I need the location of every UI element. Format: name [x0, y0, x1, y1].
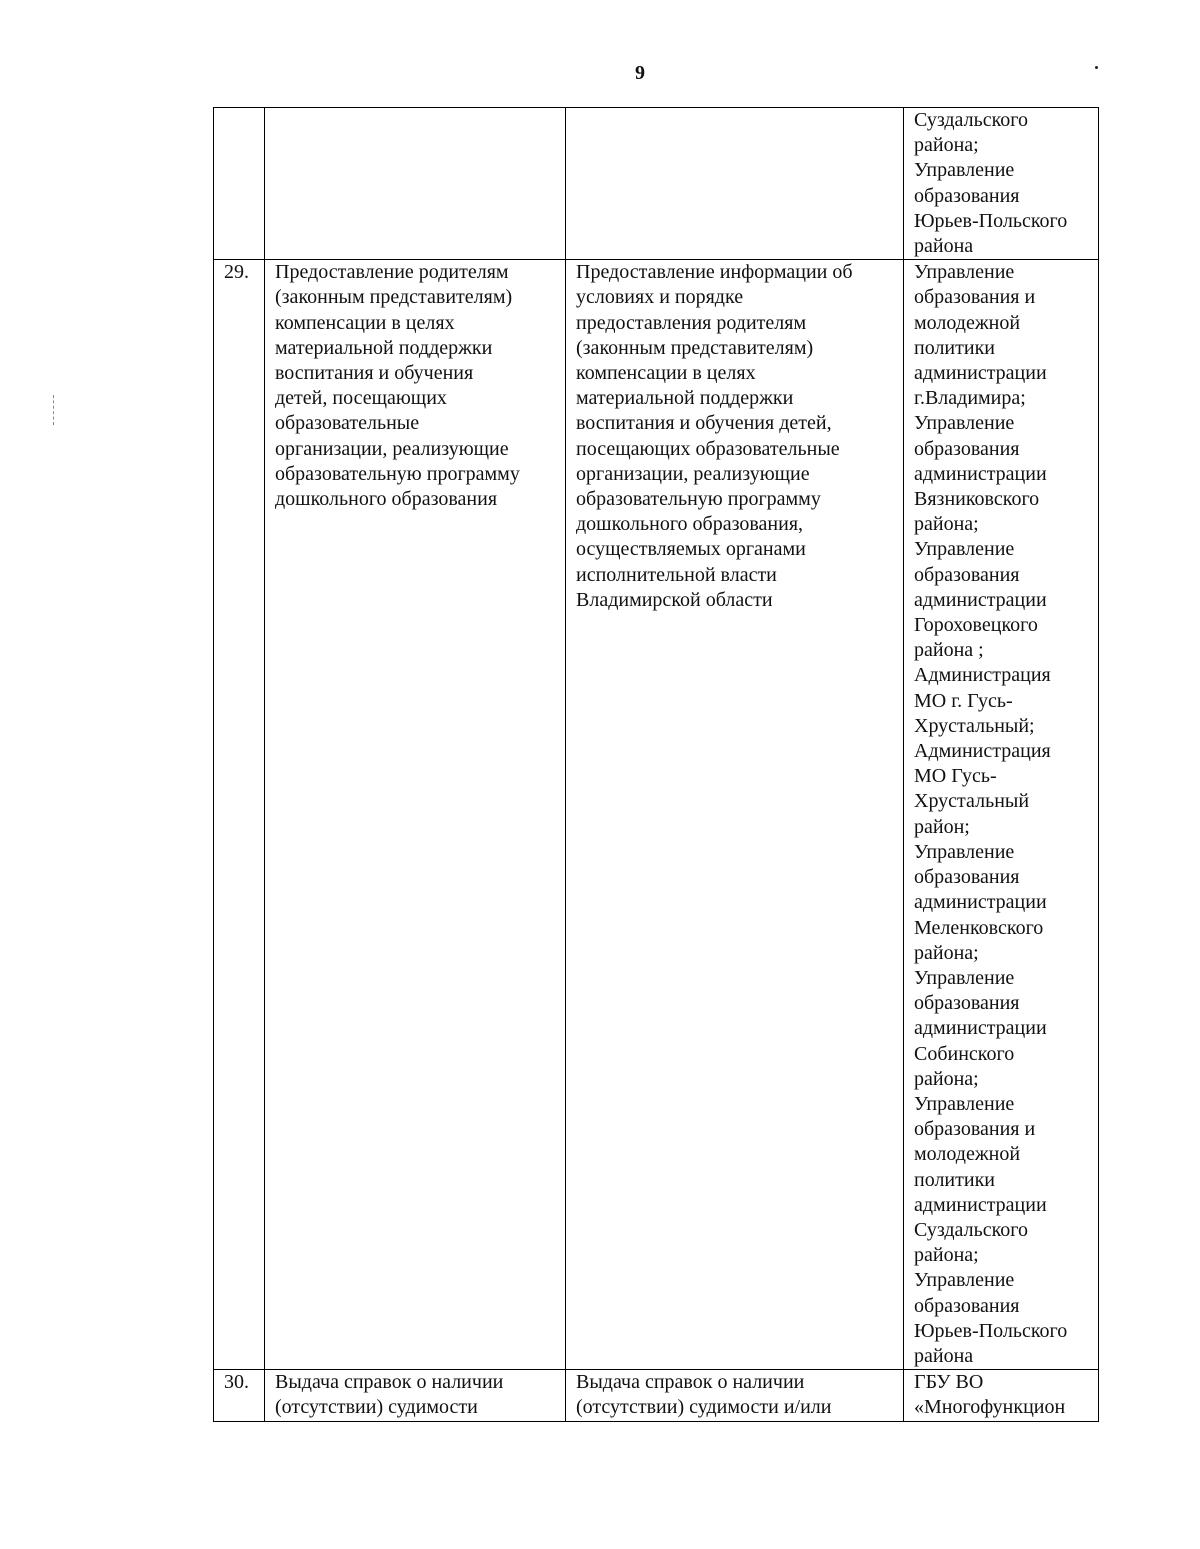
cell-text-line: Собинского — [914, 1042, 1015, 1065]
cell-text-line: молодежной — [914, 311, 1021, 334]
cell-text-line: Управление — [914, 159, 1015, 182]
cell-text-line: района ; — [914, 639, 984, 662]
cell-text-line: предоставления родителям — [576, 311, 807, 334]
cell-text-line: район; — [914, 815, 970, 838]
cell-text-line: воспитания и обучения детей, — [576, 412, 832, 435]
cell-text-line: (отсутствии) судимости — [275, 1396, 478, 1419]
cell-text-line: (отсутствии) судимости и/или — [576, 1396, 832, 1419]
cell-text-line: образования — [914, 563, 1020, 586]
cell-text-line: Управление — [914, 1269, 1015, 1292]
cell-text-line: района; — [914, 513, 979, 536]
cell-text-line: администрации — [914, 1193, 1047, 1216]
cell-text-line: образования — [914, 184, 1020, 207]
cell-text-line: Управление — [914, 966, 1015, 989]
cell-text-line: компенсации в целях — [576, 362, 756, 385]
cell-text-line: Суздальского — [914, 109, 1028, 131]
row-number-cell: 29. — [214, 260, 265, 1370]
table-body — [214, 108, 1099, 1422]
cell-text-line: образовательную программу — [275, 462, 520, 485]
cell-text-line: образования — [914, 866, 1020, 889]
cell-text-line: МО Гусь- — [914, 765, 997, 788]
cell-text-line: района; — [914, 1244, 979, 1267]
cell-text-line: организации, реализующие — [576, 462, 810, 485]
cell-text-line: организации, реализующие — [275, 437, 509, 460]
cell-text-line: ГБУ ВО — [914, 1371, 984, 1394]
cell-text-line: Хрустальный; — [914, 714, 1035, 737]
cell-text-line: (законным представителям) — [275, 286, 513, 309]
cell-text-line: Предоставление родителям — [275, 261, 509, 284]
cell-text-line: (законным представителям) — [576, 336, 814, 359]
cell-text-line: политики — [914, 1168, 995, 1191]
table-row — [214, 260, 1099, 1370]
cell-text-line: Суздальского — [914, 1218, 1028, 1241]
row-number-cell: 30. — [214, 1370, 265, 1421]
cell-text-line: Администрация — [914, 664, 1051, 687]
service-name-cell — [265, 260, 566, 1370]
cell-text-line: района; — [914, 1067, 979, 1090]
cell-text-line: Выдача справок о наличии — [275, 1371, 504, 1394]
scan-margin-mark — [53, 395, 55, 425]
service-name-cell — [265, 108, 566, 260]
scan-dot — [1095, 66, 1098, 69]
cell-text-line: Управление — [914, 840, 1015, 863]
cell-text-line: образовательную программу — [576, 488, 821, 511]
cell-text-line: Юрьев-Польского — [914, 209, 1068, 232]
cell-text-line: Управление — [914, 538, 1015, 561]
cell-text-line: Управление — [914, 1092, 1015, 1115]
cell-text-line: МО г. Гусь- — [914, 689, 1013, 712]
cell-text-line: компенсации в целях — [275, 311, 455, 334]
cell-text-line: образования — [914, 437, 1020, 460]
cell-text-line: образования — [914, 1294, 1020, 1317]
cell-text-line: администрации — [914, 588, 1047, 611]
cell-text-line: воспитания и обучения — [275, 362, 474, 385]
service-name-cell — [265, 1370, 566, 1421]
cell-text-line: дошкольного образования, — [576, 513, 804, 536]
cell-text-line: Вязниковского — [914, 488, 1040, 511]
cell-text-line: образования и — [914, 1118, 1036, 1141]
cell-text-line: района; — [914, 941, 979, 964]
table-row — [214, 108, 1099, 260]
responsible-org-cell — [904, 260, 1099, 1370]
cell-text-line: Гороховецкого — [914, 614, 1038, 637]
cell-text-line: администрации — [914, 462, 1047, 485]
page-number: 9 — [635, 62, 645, 84]
cell-text-line: «Многофункцион — [914, 1396, 1066, 1419]
cell-text-line: образовательные — [275, 412, 420, 435]
cell-text-line: района; — [914, 134, 979, 157]
cell-text-line: образования и — [914, 286, 1036, 309]
cell-text-line: образования — [914, 992, 1020, 1015]
responsible-org-cell — [904, 1370, 1099, 1421]
cell-text-line: администрации — [914, 1017, 1047, 1040]
cell-text-line: района — [914, 1344, 974, 1367]
cell-text-line: исполнительной власти — [576, 563, 777, 586]
cell-text-line: Юрьев-Польского — [914, 1319, 1068, 1342]
cell-text-line: Управление — [914, 412, 1015, 435]
services-table — [213, 107, 1099, 1422]
cell-text-line: Владимирской области — [576, 588, 773, 611]
cell-text-line: материальной поддержки — [275, 336, 493, 359]
table-row — [214, 1370, 1099, 1421]
service-description-cell — [566, 260, 904, 1370]
cell-text-line: г.Владимира; — [914, 387, 1026, 410]
cell-text-line: администрации — [914, 362, 1047, 385]
service-description-cell — [566, 108, 904, 260]
cell-text-line: политики — [914, 336, 995, 359]
cell-text-line: Управление — [914, 261, 1015, 284]
cell-text-line: посещающих образовательные — [576, 437, 840, 460]
service-description-cell — [566, 1370, 904, 1421]
cell-text-line: района — [914, 235, 974, 258]
cell-text-line: Предоставление информации об — [576, 261, 853, 284]
cell-text-line: молодежной — [914, 1143, 1021, 1166]
cell-text-line: условиях и порядке — [576, 286, 744, 309]
cell-text-line: Хрустальный — [914, 790, 1030, 813]
responsible-org-cell — [904, 108, 1099, 260]
cell-text-line: Меленковского — [914, 916, 1044, 939]
cell-text-line: дошкольного образования — [275, 488, 498, 511]
cell-text-line: Выдача справок о наличии — [576, 1371, 805, 1394]
row-number-cell — [214, 108, 265, 260]
cell-text-line: администрации — [914, 891, 1047, 914]
cell-text-line: Администрация — [914, 740, 1051, 763]
cell-text-line: материальной поддержки — [576, 387, 794, 410]
cell-text-line: детей, посещающих — [275, 387, 447, 410]
cell-text-line: осуществляемых органами — [576, 538, 806, 561]
